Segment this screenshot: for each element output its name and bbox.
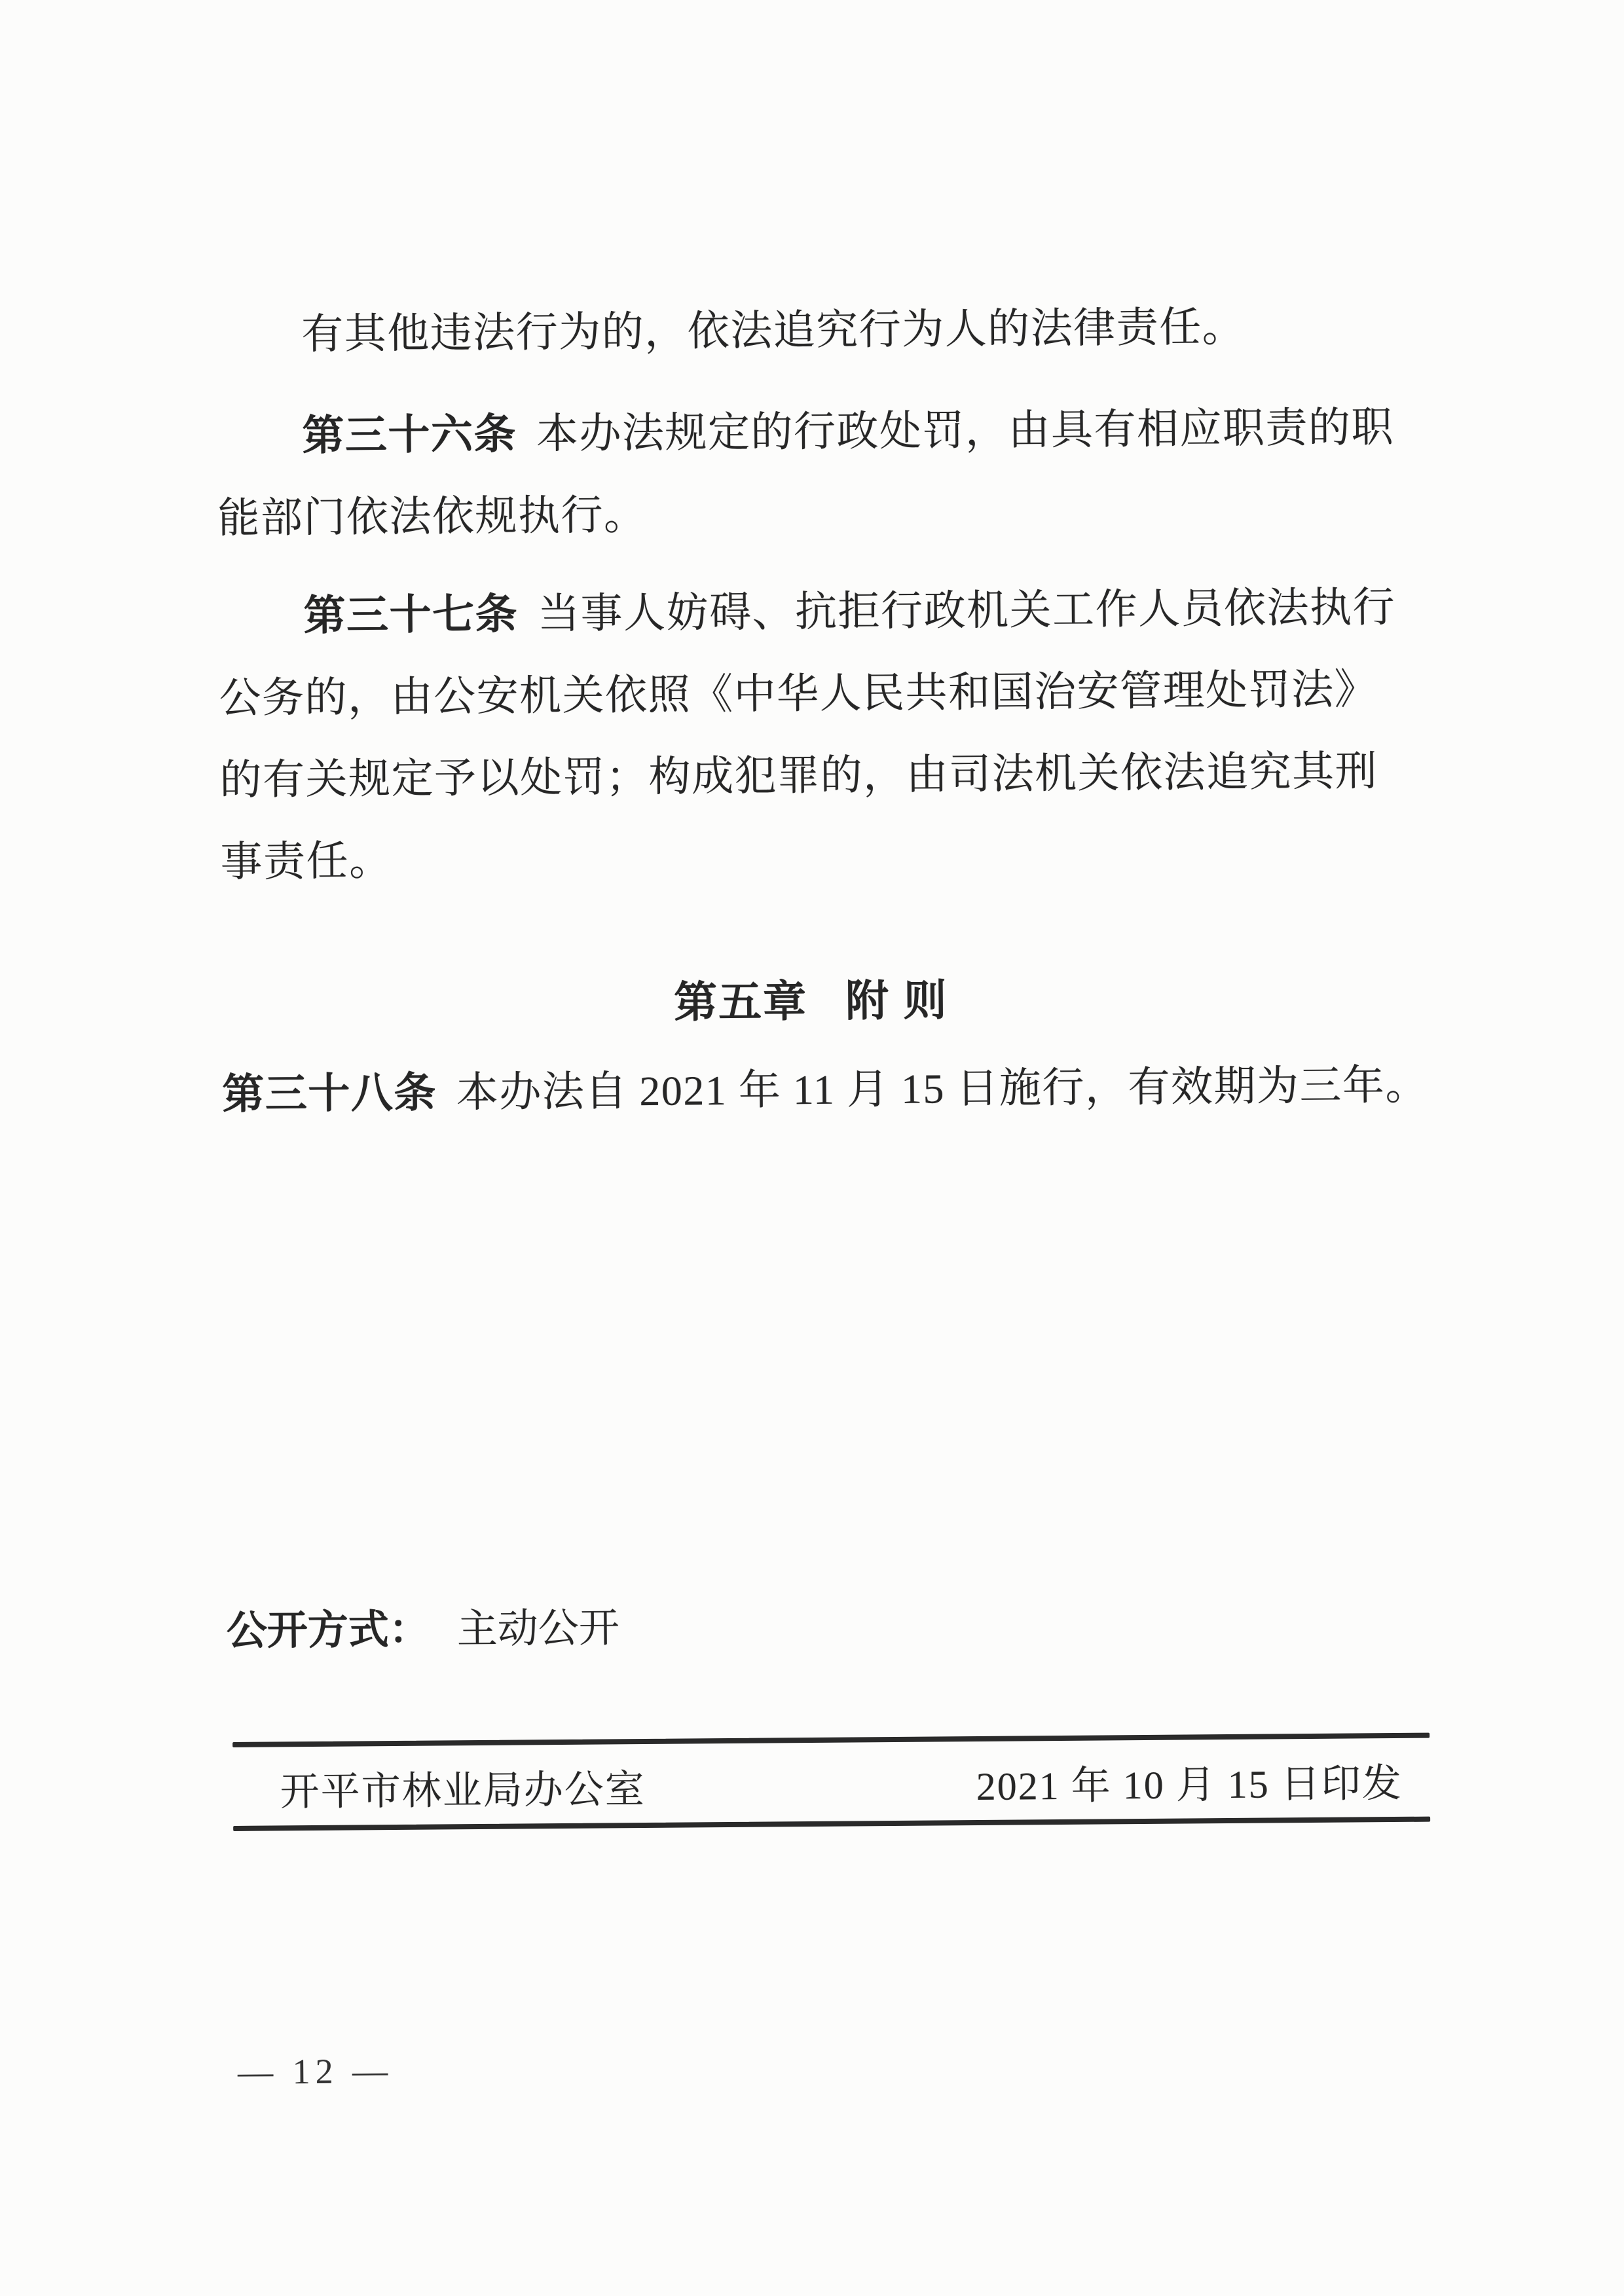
line-text: 的有关规定予以处罚；构成犯罪的，由司法机关依法追究其刑 <box>219 748 1378 804</box>
line-text: 当事人妨碍、抗拒行政机关工作人员依法执行 <box>537 583 1396 638</box>
chapter-title: 附 则 <box>845 975 948 1025</box>
article-38-number: 第三十八条 <box>222 1068 437 1118</box>
body-line-article-37 <box>218 566 1502 657</box>
body-line-article-38 <box>222 1044 1429 1135</box>
chapter-heading <box>0 954 1623 1048</box>
article-37-number: 第三十七条 <box>303 590 519 640</box>
publicity-value: 主动公开 <box>456 1606 620 1652</box>
page-number: — 12 — <box>237 2051 394 2092</box>
line-text: 事责任。 <box>220 837 392 886</box>
line-text: 本办法自 2021 年 11 月 15 日施行，有效期为三年。 <box>456 1061 1429 1116</box>
line-text: 本办法规定的行政处罚，由具有相应职责的职 <box>536 403 1395 458</box>
line-text: 公务的，由公安机关依照《中华人民共和国治安管理处罚法》 <box>219 666 1378 722</box>
line-text: 有其他违法行为的，依法追究行为人的法律责任。 <box>301 303 1246 358</box>
body-line-article-36 <box>217 386 1501 477</box>
footer-top-rule <box>232 1733 1430 1747</box>
body-line <box>217 468 1416 559</box>
line-text: 能部门依法依规执行。 <box>217 491 647 542</box>
footer-issuing-office: 开平市林业局办公室 <box>280 1768 646 1814</box>
publicity-label: 公开方式： <box>226 1607 430 1654</box>
publicity-row <box>226 1587 619 1673</box>
footer-row <box>232 1747 1430 1822</box>
footer-print-date: 2021 年 10 月 15 日印发 <box>976 1761 1403 1809</box>
article-36-number: 第三十六条 <box>302 410 517 460</box>
body-line <box>220 812 1419 903</box>
chapter-number: 第五章 <box>673 977 808 1027</box>
body-line <box>216 284 1500 376</box>
body-line <box>219 648 1418 739</box>
body-line <box>219 730 1418 821</box>
